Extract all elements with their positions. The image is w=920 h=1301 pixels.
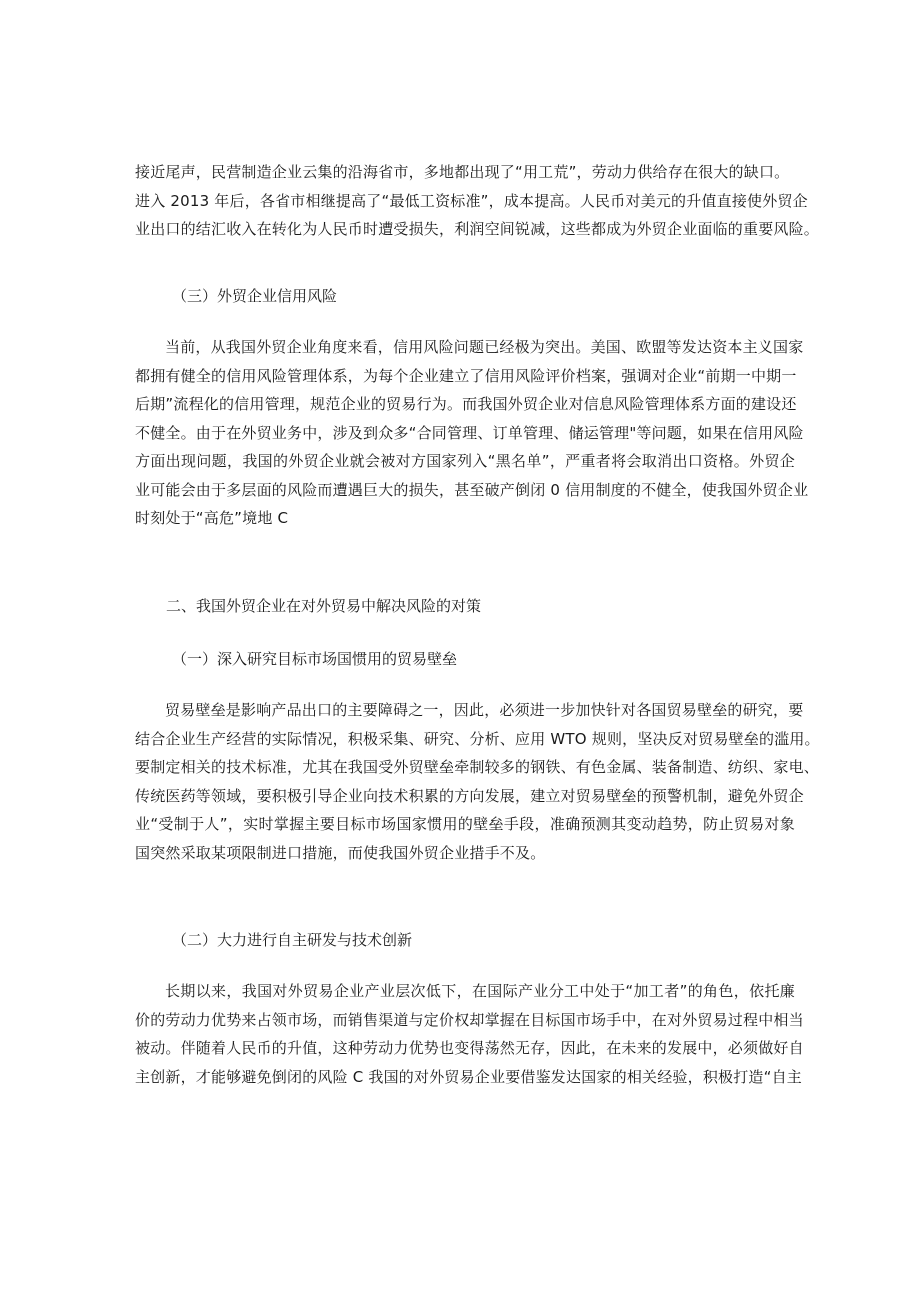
paragraph-credit-risk — [135, 333, 809, 533]
paragraph-line: 不健全。由于在外贸业务中，涉及到众多“合同管理、订单管理、储运管理"等问题，如果在信用风险 — [135, 423, 804, 442]
paragraph-line: 业“受制于人”，实时掌握主要目标市场国家惯用的壁垒手段，准确预测其变动趋势，防止贸易对象 — [135, 815, 795, 833]
paragraph-line: 传统医药等领域，要积极引导企业向技术积累的方向发展，建立对贸易壁垒的预警机制，避免外贸企 — [135, 786, 804, 805]
paragraph-line: 贸易壁垒是影响产品出口的主要障碍之一，因此，必须进一步加快针对各国贸易壁垒的研究，要 — [165, 701, 804, 719]
paragraph-line: 长期以来，我国对外贸易企业产业层次低下，在国际产业分工中处于“加工者”的角色，依托廉 — [165, 982, 795, 1000]
paragraph-line: 时刻处于“高危”境地 C — [135, 509, 289, 527]
paragraph-line: 主创新，才能够避免倒闭的风险 C 我国的对外贸易企业要借鉴发达国家的相关经验，积极打造“自主 — [135, 1067, 802, 1086]
paragraph-innovation — [135, 977, 804, 1091]
paragraph-line: 接近尾声，民营制造企业云集的沿海省市，多地都出现了“用工荒”，劳动力供给存在很大的缺口。 — [135, 163, 790, 181]
paragraph-labor-cost — [135, 158, 820, 244]
subheading-trade-barriers: （一）深入研究目标市场国惯用的贸易壁垒 — [172, 650, 458, 668]
paragraph-line: 结合企业生产经营的实际情况，积极采集、研究、分析、应用 WTO 规则，坚决反对贸易壁垒的滥用。 — [135, 729, 820, 748]
paragraph-line: 业出口的结汇收入在转化为人民币时遭受损失，利润空间锐减，这些都成为外贸企业面临的重要风险。 — [135, 220, 820, 238]
paragraph-line: 后期”流程化的信用管理，规范企业的贸易行为。而我国外贸企业对信息风险管理体系方面的建设还 — [135, 395, 797, 413]
paragraph-line: 要制定相关的技术标准，尤其在我国受外贸壁垒牵制较多的钢铁、有色金属、装备制造、纺织、家电、 — [135, 758, 820, 776]
paragraph-line: 进入 2013 年后，各省市相继提高了“最低工资标准”，成本提高。人民币对美元的升值直接使外贸企 — [135, 191, 808, 210]
section-heading: 二、我国外贸企业在对外贸易中解决风险的对策 — [166, 597, 482, 615]
paragraph-line: 方面出现问题，我国的外贸企业就会被对方国家列入“黑名单”，严重者将会取消出口资格。外贸企 — [135, 452, 795, 470]
paragraph-line: 被动。伴随着人民币的升值，这种劳动力优势也变得荡然无存，因此，在未来的发展中，必须做好自 — [135, 1039, 804, 1057]
paragraph-line: 国突然采取某项限制进口措施，而使我国外贸企业措手不及。 — [135, 843, 546, 862]
subheading-innovation: （二）大力进行自主研发与技术创新 — [172, 931, 413, 949]
paragraph-line: 价的劳动力优势来占领市场，而销售渠道与定价权却掌握在目标国市场手中，在对外贸易过程中相当 — [135, 1010, 804, 1029]
subheading-credit-risk: （三）外贸企业信用风险 — [172, 287, 338, 305]
paragraph-line: 业可能会由于多层面的风险而遭遇巨大的损失，甚至破产倒闭 0 信用制度的不健全，使我国外贸企业 — [135, 480, 809, 499]
paragraph-line: 都拥有健全的信用风险管理体系，为每个企业建立了信用风险评价档案，强调对企业“前期一中期一 — [135, 366, 797, 385]
paragraph-line: 当前，从我国外贸企业角度来看，信用风险问题已经极为突出。美国、欧盟等发达资本主义国家 — [165, 338, 804, 356]
paragraph-trade-barriers — [135, 696, 820, 867]
